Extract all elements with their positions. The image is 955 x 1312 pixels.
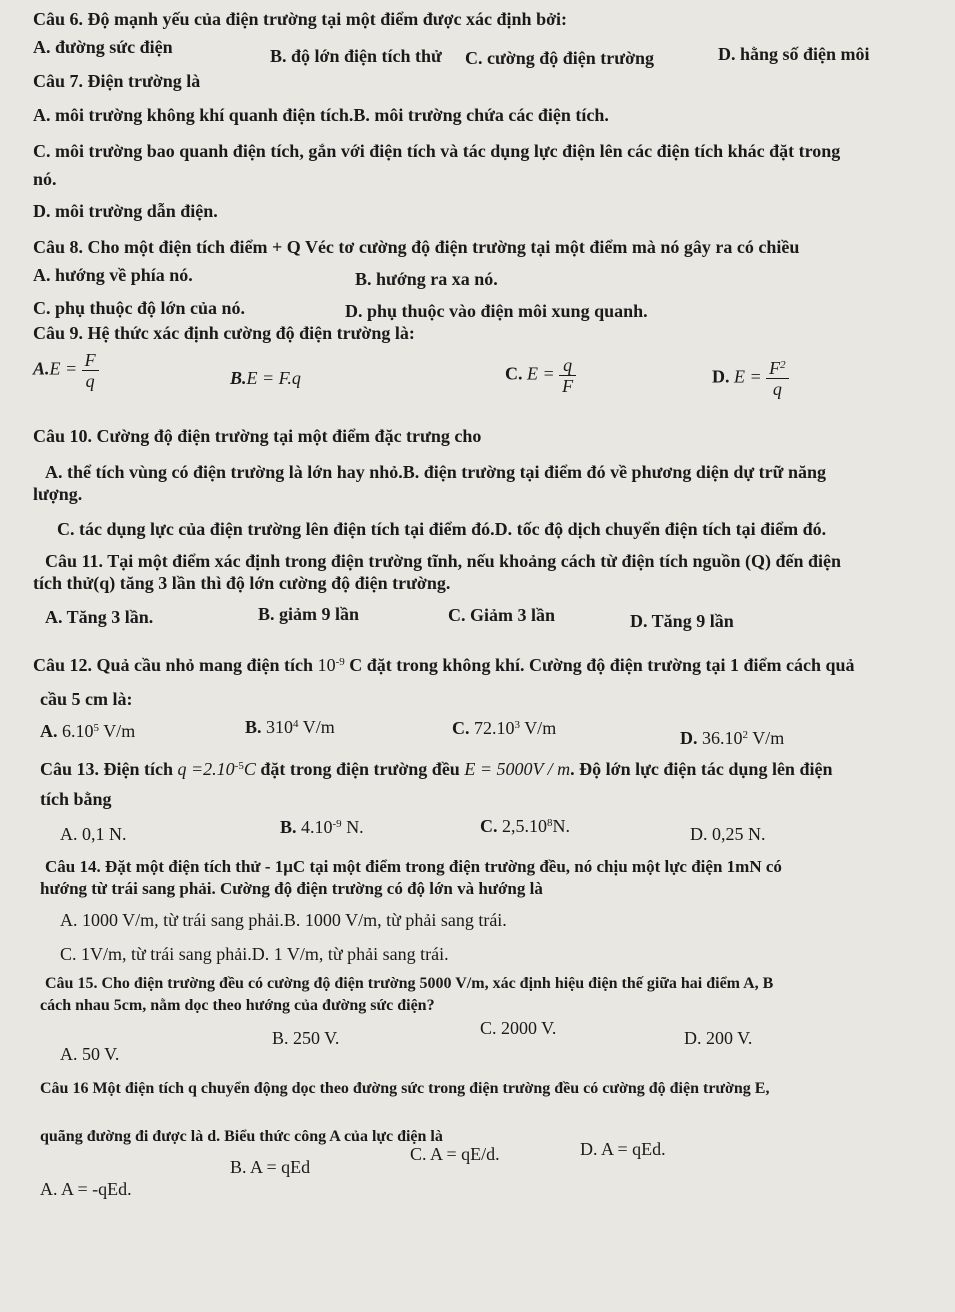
q13-option-c-base: 2,5.10 [502, 816, 547, 836]
q16-option-a: A. A = -qEd. [40, 1179, 132, 1199]
q9-stem: Câu 9. Hệ thức xác định cường độ điện trường là: [33, 323, 415, 343]
q16-option-d: D. A = qEd. [580, 1139, 666, 1159]
q13-option-a: A. 0,1 N. [60, 824, 127, 844]
q8-option-b: B. hướng ra xa nó. [355, 269, 498, 289]
q9-option-c [505, 355, 576, 396]
q9-d-numerator [766, 358, 789, 379]
q9-c-denominator: F [562, 376, 574, 396]
q12-option-b-unit: V/m [302, 717, 335, 737]
q12-charge-exp: -9 [335, 656, 345, 668]
q16-option-b: B. A = qEd [230, 1157, 311, 1177]
q12-option-d-label: D. [680, 728, 698, 748]
q9-option-b-expr: E = F.q [246, 368, 301, 388]
q11-stem-line1: Câu 11. Tại một điểm xác định trong điện trường tĩnh, nếu khoảng cách từ điện tích nguồn (Q) đến điện [45, 551, 842, 571]
q12-option-a-exp: 5 [93, 722, 99, 734]
q11-option-a: A. Tăng 3 lần. [45, 607, 154, 627]
q12-option-c-label: C. [452, 718, 470, 738]
q12-option-a-label: A. [40, 721, 58, 741]
q16-stem-line1: Câu 16 Một điện tích q chuyển động dọc theo đường sức trong điện trường đều có cường độ điện trường E, [40, 1080, 770, 1097]
q12-charge-base: 10 [317, 655, 336, 675]
q13-option-c-exp: 8 [547, 817, 553, 829]
q13-stem-mid: đặt trong điện trường đều [260, 759, 460, 779]
q13-stem-pre: Câu 13. Điện tích [40, 759, 174, 779]
q15-option-d: D. 200 V. [684, 1028, 753, 1048]
q14-stem-line1: Câu 14. Đặt một điện tích thử - 1μC tại một điểm trong điện trường đều, nó chịu một lực điện 1mN có [45, 857, 782, 876]
q12-option-b [245, 716, 335, 738]
q12-option-c-exp: 3 [514, 719, 520, 731]
q6-option-d: D. hằng số điện môi [718, 44, 870, 64]
q9-option-d-lhs: E = [734, 366, 762, 387]
q11-option-d: D. Tăng 9 lần [630, 611, 734, 631]
q9-option-b-label: B. [230, 368, 247, 388]
q15-stem-line2: cách nhau 5cm, nằm dọc theo hướng của đường sức điện? [40, 997, 435, 1014]
q15-option-c: C. 2000 V. [480, 1018, 557, 1038]
q9-a-numerator: F [82, 350, 99, 371]
q14-options-cd: C. 1V/m, từ trái sang phải.D. 1 V/m, từ phải sang trái. [60, 944, 449, 964]
q13-charge-base: q =2.10 [177, 759, 235, 779]
q6-option-c: C. cường độ điện trường [465, 48, 655, 68]
q14-stem-line2: hướng từ trái sang phải. Cường độ điện trường có độ lớn và hướng là [40, 879, 543, 898]
q12-stem-post: C đặt trong không khí. Cường độ điện trường tại 1 điểm cách quả [349, 655, 855, 675]
q12-stem-line1 [33, 654, 855, 676]
q15-option-b: B. 250 V. [272, 1028, 340, 1048]
q9-option-a-label: A. [33, 358, 50, 379]
q7-option-c-line2: nó. [33, 169, 57, 189]
q10-options-ab-line2: lượng. [33, 484, 83, 504]
q13-stem-post: . Độ lớn lực điện tác dụng lên điện [570, 759, 833, 779]
q12-option-d-unit: V/m [752, 728, 785, 748]
q7-option-c-line1: C. môi trường bao quanh điện tích, gắn với điện tích và tác dụng lực điện lên các điện tích khác đặt trong [33, 141, 841, 161]
q12-option-c-base: 72.10 [474, 718, 515, 738]
q16-stem-line2: quãng đường đi được là d. Biểu thức công A của lực điện là [40, 1128, 443, 1145]
q9-option-d-fraction [766, 358, 789, 399]
q10-stem: Câu 10. Cường độ điện trường tại một điểm đặc trưng cho [33, 426, 482, 446]
q13-option-b-label: B. [280, 817, 297, 837]
q10-options-cd: C. tác dụng lực của điện trường lên điện tích tại điểm đó.D. tốc độ dịch chuyển điện tích tại điểm đó. [57, 519, 827, 539]
q9-option-c-lhs: E = [527, 363, 555, 384]
q9-option-b [230, 367, 301, 389]
q13-option-c-unit: N. [552, 816, 570, 836]
q15-option-a: A. 50 V. [60, 1044, 120, 1064]
q7-options-ab: A. môi trường không khí quanh điện tích.B. môi trường chứa các điện tích. [33, 105, 609, 125]
q12-option-c [452, 717, 556, 739]
q13-option-b [280, 816, 364, 838]
q12-option-a-base: 6.10 [62, 721, 94, 741]
q9-d-numerator-base: F [769, 358, 781, 378]
q13-option-b-base: 4.10 [301, 817, 333, 837]
q12-option-b-base: 310 [266, 717, 294, 737]
q9-c-numerator: q [559, 355, 576, 376]
q9-option-d-label: D. [712, 366, 730, 387]
q11-option-b: B. giảm 9 lần [258, 604, 360, 624]
q8-option-d: D. phụ thuộc vào điện môi xung quanh. [345, 301, 648, 321]
q9-d-denominator: q [772, 379, 782, 399]
q9-option-c-label: C. [505, 363, 523, 384]
q16-option-c: C. A = qE/d. [410, 1144, 500, 1164]
q6-option-b: B. độ lớn điện tích thử [270, 46, 442, 66]
q8-option-c: C. phụ thuộc độ lớn của nó. [33, 298, 246, 318]
q13-field-expr: E = 5000V / m [464, 759, 571, 779]
q12-option-b-exp: 4 [293, 718, 299, 730]
q13-stem-line1 [40, 758, 832, 780]
q7-option-d: D. môi trường dẫn điện. [33, 201, 218, 221]
q9-option-a-lhs: E = [49, 358, 78, 379]
q12-option-c-unit: V/m [524, 718, 557, 738]
q13-option-c-label: C. [480, 816, 498, 836]
q6-stem: Câu 6. Độ mạnh yếu của điện trường tại một điểm được xác định bởi: [33, 9, 568, 29]
q9-a-denominator: q [85, 371, 95, 391]
q13-option-b-unit: N. [346, 817, 364, 837]
q13-option-b-exp: -9 [332, 818, 342, 830]
q13-option-c [480, 815, 570, 837]
q14-options-ab: A. 1000 V/m, từ trái sang phải.B. 1000 V/m, từ phải sang trái. [60, 910, 507, 930]
q13-charge-unit: C [243, 759, 256, 779]
q8-stem: Câu 8. Cho một điện tích điểm + Q Véc tơ cường độ điện trường tại một điểm mà nó gây ra có chiều [33, 237, 800, 257]
q12-option-d [680, 727, 784, 749]
q8-option-a: A. hướng về phía nó. [33, 265, 193, 285]
q10-options-ab-line1: A. thể tích vùng có điện trường là lớn hay nhỏ.B. điện trường tại điểm đó về phương diện dự trữ năng [45, 462, 826, 482]
q9-option-c-fraction [559, 355, 576, 396]
q13-charge-exp: -5 [234, 760, 244, 772]
q9-option-a [33, 350, 99, 391]
q11-option-c: C. Giảm 3 lần [448, 605, 556, 625]
q9-option-d [712, 358, 789, 399]
q15-stem-line1: Câu 15. Cho điện trường đều có cường độ điện trường 5000 V/m, xác định hiệu điện thế giữa hai điểm A, B [45, 975, 774, 992]
q9-option-a-fraction [82, 350, 99, 391]
q11-stem-line2: tích thử(q) tăng 3 lần thì độ lớn cường độ điện trường. [33, 573, 451, 593]
q6-option-a: A. đường sức điện [33, 37, 173, 57]
q13-stem-line2: tích bằng [40, 789, 112, 809]
q12-option-d-base: 36.10 [702, 728, 743, 748]
q12-option-a-unit: V/m [103, 721, 136, 741]
q12-option-d-exp: 2 [742, 729, 748, 741]
q7-stem: Câu 7. Điện trường là [33, 71, 201, 91]
q12-stem-line2: cầu 5 cm là: [40, 689, 133, 709]
q12-stem-pre: Câu 12. Quả cầu nhỏ mang điện tích [33, 655, 314, 675]
q12-option-a [40, 720, 135, 742]
q12-option-b-label: B. [245, 717, 262, 737]
q9-d-numerator-exp: 2 [780, 359, 786, 371]
q13-option-d: D. 0,25 N. [690, 824, 766, 844]
